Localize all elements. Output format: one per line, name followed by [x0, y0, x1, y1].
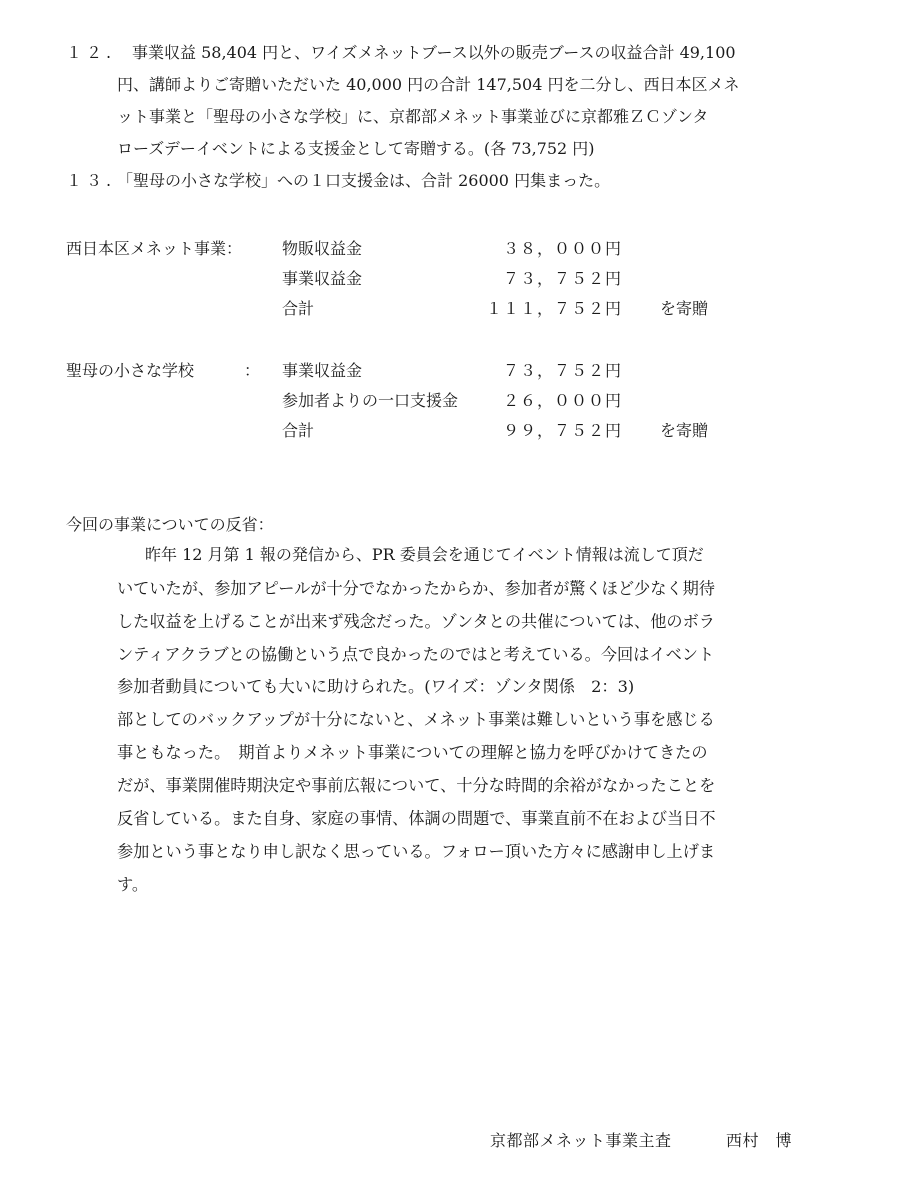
reflection-line: 反省している。また自身、家庭の事情、体調の問題で、事業直前不在および当日不: [117, 809, 716, 828]
reflection-heading: 今回の事業についての反省：: [66, 515, 274, 534]
donation-row-amount: ７３，７５２円: [502, 269, 622, 288]
reflection-line: だが、事業開催時期決定や事前広報について、十分な時間的余裕がなかったことを: [117, 776, 716, 795]
item-12-number: １２.: [66, 43, 116, 62]
donation-row-amount: ７３，７５２円: [502, 361, 622, 380]
donation-row-label: 事業収益金: [282, 361, 363, 380]
item-13-line-1: 「聖母の小さな学校」への１口支援金は、合計 26000 円集まった。: [117, 171, 611, 190]
item-12-line-1: 事業収益 58,404 円と、ワイズメネットブース以外の販売ブースの収益合計 49,100: [132, 43, 736, 62]
item-13-number: １３.: [66, 171, 116, 190]
donation-row-label: 合計: [282, 421, 315, 440]
donation-row-label: 参加者よりの一口支援金: [282, 391, 459, 410]
donation-row-amount: ２６，０００円: [502, 391, 622, 410]
reflection-line: 参加という事となり申し訳なく思っている。フォロー頂いた方々に感謝申し上げま: [117, 842, 716, 861]
reflection-line: ンティアクラブとの協働という点で良かったのではと考えている。今回はイベント: [117, 645, 715, 664]
reflection-line: いていたが、参加アピールが十分でなかったからか、参加者が驚くほど少なく期待: [117, 579, 715, 598]
item-12-line-4: ローズデーイベントによる支援金として寄贈する。(各 73,752 円): [117, 139, 595, 158]
donation-recipient-school: 聖母の小さな学校: [66, 361, 195, 380]
reflection-line: 事ともなった。 期首よりメネット事業についての理解と協力を呼びかけてきたの: [117, 743, 708, 762]
donation-row-note: を寄贈: [660, 299, 709, 318]
reflection-line: 部としてのバックアップが十分にないと、メネット事業は難しいという事を感じる: [117, 710, 715, 729]
reflection-line: 参加者動員についても大いに助けられた。(ワイズ：ゾンタ関係 2：3): [117, 677, 635, 696]
donation-row-label: 合計: [282, 299, 315, 318]
reflection-line: 昨年 12 月第 1 報の発信から、PR 委員会を通じてイベント情報は流して頂だ: [145, 545, 704, 564]
donation-row-amount: ９９，７５２円: [502, 421, 622, 440]
item-12-line-2: 円、講師よりご寄贈いただいた 40,000 円の合計 147,504 円を二分し、西日本区メネ: [117, 75, 740, 94]
donation-row-note: を寄贈: [660, 421, 709, 440]
donation-recipient-west-japan: 西日本区メネット事業：: [66, 239, 243, 258]
donation-row-label: 事業収益金: [282, 269, 363, 288]
signature-name: 西村 博: [726, 1131, 793, 1150]
signature-title: 京都部メネット事業主査: [490, 1131, 672, 1150]
donation-row-label: 物販収益金: [282, 239, 363, 258]
reflection-line: した収益を上げることが出来ず残念だった。ゾンタとの共催については、他のボラ: [117, 612, 715, 631]
donation-row-amount: １１１，７５２円: [485, 299, 622, 318]
donation-row-amount: ３８，０００円: [502, 239, 622, 258]
reflection-line: す。: [117, 875, 149, 894]
item-12-line-3: ット事業と「聖母の小さな学校」に、京都部メネット事業並びに京都雅ＺＣゾンタ: [117, 107, 709, 126]
donation-recipient-colon: ：: [244, 361, 261, 380]
